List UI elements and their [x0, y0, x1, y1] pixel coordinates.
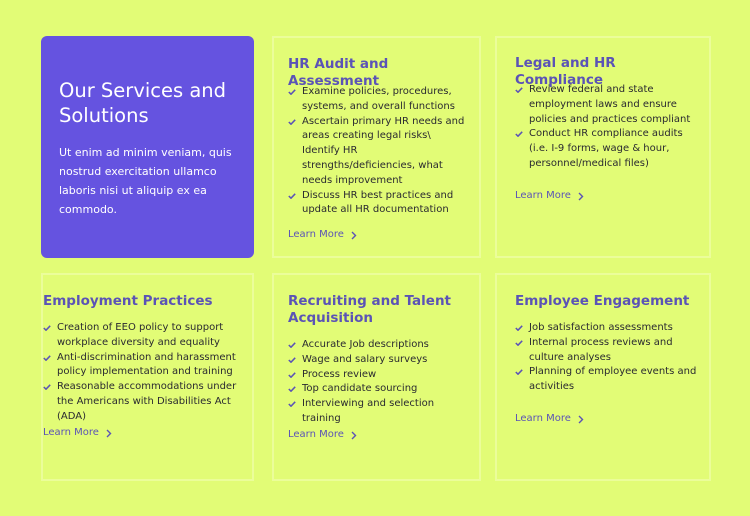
list-item-text: Interviewing and selection training [302, 398, 435, 424]
check-icon [288, 386, 296, 392]
list-item-text: Internal process reviews and culture analyses [529, 336, 673, 363]
service-list [288, 338, 473, 427]
learn-more-label: Learn More [515, 413, 571, 424]
chevron-right-icon [578, 415, 584, 424]
learn-more-link[interactable] [515, 189, 584, 203]
chevron-right-icon [106, 429, 112, 438]
list-item-text: Planning of employee events and activities [529, 366, 697, 393]
check-icon [288, 342, 296, 348]
check-icon [43, 384, 51, 390]
service-card-employment-practices [41, 273, 254, 481]
list-item-text: Conduct HR compliance audits (i.e. I-9 forms, wage & hour, personnel/medical files) [529, 128, 683, 169]
list-item [288, 189, 466, 219]
service-list [515, 321, 697, 395]
list-item [43, 321, 241, 351]
check-icon [288, 89, 296, 95]
service-list [515, 83, 693, 172]
service-card-recruiting [272, 273, 481, 481]
service-title: Employee Engagement [515, 293, 690, 309]
check-icon [515, 369, 523, 375]
list-item-text: Ascertain primary HR needs and areas creating legal risks\ Identify HR strengths/deficiencies, what needs improvement [302, 115, 465, 186]
check-icon [515, 325, 523, 331]
service-card-legal-compliance [495, 36, 711, 258]
learn-more-link[interactable] [43, 426, 112, 440]
list-item-text: Process review [302, 368, 377, 380]
hero-card [41, 36, 254, 258]
learn-more-label: Learn More [43, 427, 99, 438]
check-icon [288, 372, 296, 378]
hero-description: Ut enim ad minim veniam, quis nostrud exercitation ullamco laboris nisi ut aliquip ex ea commodo. [59, 146, 232, 216]
learn-more-link[interactable] [288, 228, 357, 242]
list-item [288, 368, 473, 383]
service-title: Employment Practices [43, 293, 213, 309]
service-card-hr-audit [272, 36, 481, 258]
service-title: HR Audit and Assessment [288, 56, 389, 89]
chevron-right-icon [351, 231, 357, 240]
service-title: Recruiting and Talent Acquisition [288, 293, 452, 326]
service-card-employee-engagement [495, 273, 711, 481]
list-item-text: Accurate Job descriptions [302, 339, 429, 350]
list-item [515, 336, 697, 366]
list-item-text: Reasonable accommodations under the Americans with Disabilities Act (ADA) [57, 381, 237, 422]
check-icon [515, 131, 523, 137]
list-item [515, 83, 693, 127]
learn-more-link[interactable] [515, 412, 584, 426]
learn-more-label: Learn More [288, 429, 344, 440]
service-list [288, 85, 466, 218]
service-list [43, 321, 241, 425]
check-icon [288, 119, 296, 125]
list-item-text: Creation of EEO policy to support workplace diversity and equality [57, 322, 224, 348]
list-item-text: Examine policies, procedures, systems, and overall functions [302, 86, 455, 112]
learn-more-label: Learn More [288, 229, 344, 240]
learn-more-link[interactable] [288, 428, 357, 442]
list-item-text: Wage and salary surveys [302, 353, 428, 365]
list-item [288, 353, 473, 368]
chevron-right-icon [351, 431, 357, 440]
list-item [288, 338, 473, 353]
check-icon [515, 340, 523, 346]
list-item [515, 365, 697, 395]
check-icon [43, 355, 51, 361]
chevron-right-icon [578, 192, 584, 201]
list-item [43, 380, 241, 424]
learn-more-label: Learn More [515, 190, 571, 201]
list-item [288, 382, 473, 397]
list-item [43, 351, 241, 381]
list-item-text: Anti-discrimination and harassment policy implementation and training [57, 351, 236, 378]
list-item [288, 397, 473, 427]
check-icon [515, 87, 523, 93]
check-icon [43, 325, 51, 331]
list-item [515, 321, 697, 336]
list-item-text: Review federal and state employment laws and ensure policies and practices compliant [529, 84, 691, 125]
check-icon [288, 357, 296, 363]
service-title: Legal and HR Compliance [515, 55, 616, 88]
list-item [515, 127, 693, 171]
list-item-text: Top candidate sourcing [302, 383, 418, 395]
list-item-text: Job satisfaction assessments [529, 322, 673, 333]
check-icon [288, 401, 296, 407]
hero-title: Our Services and Solutions [59, 79, 227, 127]
list-item-text: Discuss HR best practices and update all HR documentation [302, 189, 454, 216]
list-item [288, 115, 466, 189]
check-icon [288, 193, 296, 199]
list-item [288, 85, 466, 115]
